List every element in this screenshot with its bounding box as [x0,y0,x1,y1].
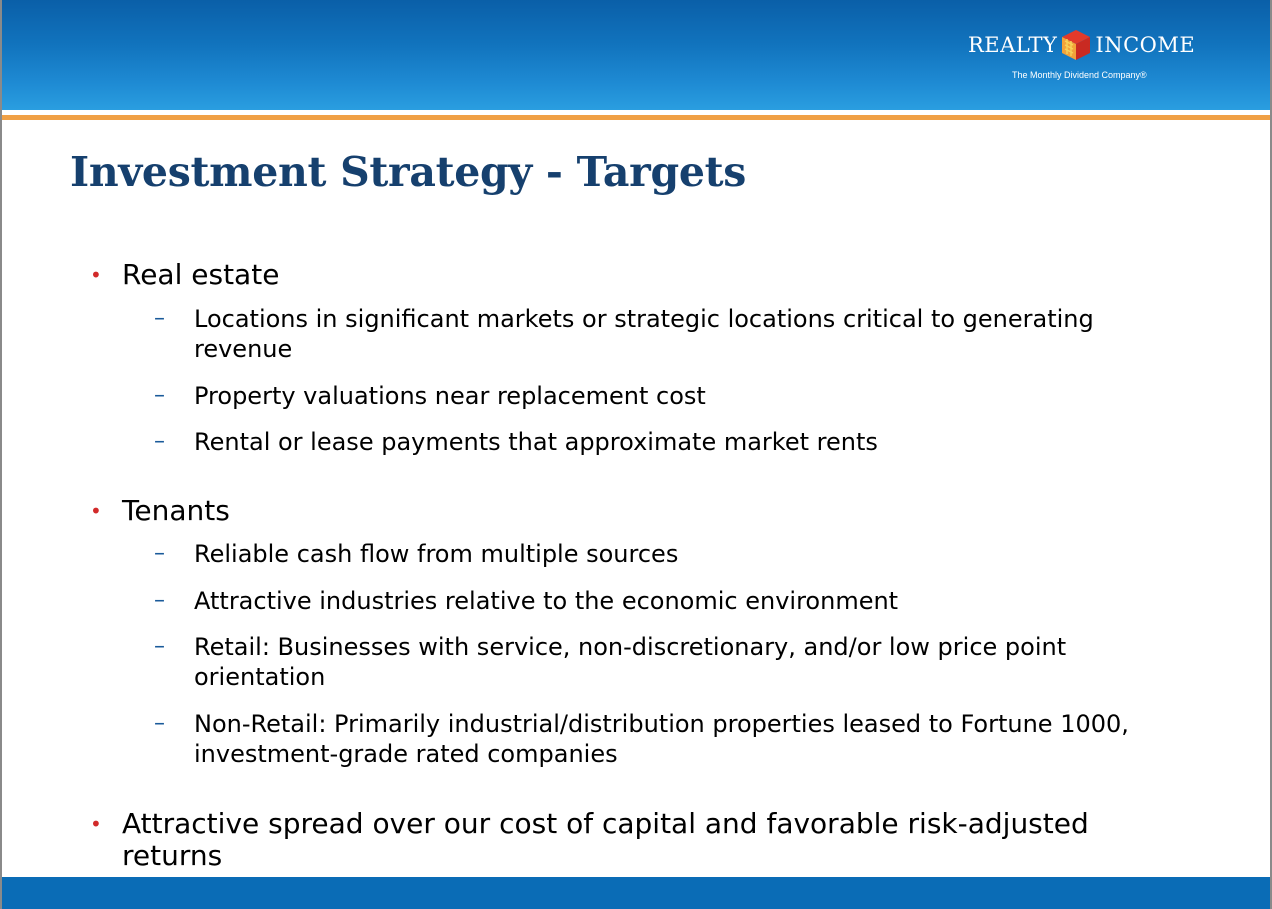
dash-icon: – [154,711,165,736]
sub-bullet-text: Attractive industries relative to the economic environment [194,587,899,615]
bullet-text: Attractive spread over our cost of capital and favorable risk-adjusted returns [122,807,1089,872]
logo-tagline: The Monthly Dividend Company® [1012,70,1147,80]
logo-word-income: INCOME [1095,33,1196,57]
bullet-text: Tenants [122,494,230,527]
sub-bullet-text: Rental or lease payments that approximate market rents [194,428,878,456]
realty-income-cube-icon [1060,28,1092,62]
logo-word-realty: REALTY [968,33,1058,57]
sub-bullet-text: Non-Retail: Primarily industrial/distribution properties leased to Fortune 1000, investment-grade rated companies [194,710,1129,768]
sub-bullet-text: Retail: Businesses with service, non-discretionary, and/or low price point orientation [194,633,1067,691]
bullet-icon: • [90,499,102,523]
dash-icon: – [154,588,165,613]
sub-bullet-text: Reliable cash flow from multiple sources [194,540,679,568]
slide-title: Investment Strategy - Targets [70,148,747,196]
bullet-text: Real estate [122,258,280,291]
dash-icon: – [154,306,165,331]
bullet-icon: • [90,812,102,836]
bullet-icon: • [90,263,102,287]
realty-income-logo [968,28,1208,88]
header-accent-line [2,115,1270,120]
sub-bullet-text: Property valuations near replacement cost [194,382,706,410]
footer-band [2,877,1270,909]
dash-icon: – [154,541,165,566]
dash-icon: – [154,429,165,454]
dash-icon: – [154,634,165,659]
dash-icon: – [154,383,165,408]
logo-wordmark [968,28,1208,62]
sub-bullet-text: Locations in significant markets or strategic locations critical to generating revenue [194,305,1094,363]
